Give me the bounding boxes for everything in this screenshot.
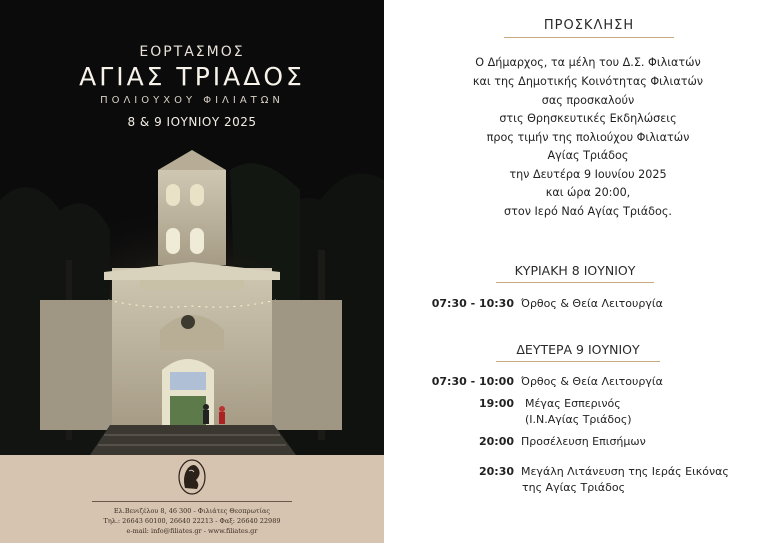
event-time: 20:30 [478,465,514,478]
event-activity: Μεγάλη Λιτάνευση της Ιεράς Εικόνας [521,465,729,478]
day1-heading-underline [496,282,654,283]
invitation-line: στον Ιερό Ναό Αγίας Τριάδος. [504,205,672,218]
poster-dates: 8 & 9 ΙΟΥΝΙΟΥ 2025 [127,115,257,129]
invitation-line: Αγίας Τριάδος [547,149,629,162]
day1-heading: ΚΥΡΙΑΚΗ 8 ΙΟΥΝΙΟΥ [514,263,636,278]
day2-heading: ΔΕΥΤΕΡΑ 9 ΙΟΥΝΙΟΥ [516,342,640,357]
invitation-line: σας προσκαλούν [541,94,635,107]
invitation-line: στις Θρησκευτικές Εκδηλώσεις [499,112,677,125]
poster-subtitle: ΠΟΛΙΟΥΧΟΥ ΦΙΛΙΑΤΩΝ [100,95,284,106]
poster-title-small: ΕΟΡΤΑΣΜΟΣ [139,44,245,60]
footer-phone: Τηλ.: 26643 60100, 26640 22213 - Φαξ: 26640 22989 [103,517,281,525]
invitation-line: την Δευτέρα 9 Ιουνίου 2025 [509,168,667,181]
poster-title-main: ΑΓΙΑΣ ΤΡΙΑΔΟΣ [79,62,305,91]
invitation-title: ΠΡΟΣΚΛΗΣΗ [543,18,635,33]
invitation-panel [384,0,768,543]
footer-contact: e-mail: info@filiates.gr - www.filiates.gr [126,527,258,535]
poster-footer [0,455,384,543]
event-activity: Όρθος & Θεία Λειτουργία [521,297,663,310]
invitation-title-underline [504,37,674,38]
event-time: 20:00 [478,435,514,448]
event-activity-detail: (Ι.Ν.Αγίας Τριάδος) [525,413,632,426]
event-activity: Όρθος & Θεία Λειτουργία [521,375,663,388]
footer-address: Ελ.Βενιζέλου 8, 46 300 - Φιλιάτες Θεσπρωτίας [113,507,271,515]
invitation-line: και της Δημοτικής Κοινότητας Φιλιατών [472,75,704,88]
event-activity: Μέγας Εσπερινός [525,397,621,410]
footer-divider [92,501,292,502]
municipality-logo [176,458,208,496]
event-activity-detail: της Αγίας Τριάδος [522,481,626,494]
event-time: 07:30 - 10:30 [431,297,514,310]
event-time: 19:00 [478,397,514,410]
event-time: 07:30 - 10:00 [431,375,514,388]
invitation-line: προς τιμήν της πολιούχου Φιλιατών [486,131,690,144]
invitation-line: και ώρα 20:00, [545,186,631,199]
invitation-line: Ο Δήμαρχος, τα μέλη του Δ.Σ. Φιλιατών [475,56,701,69]
day2-heading-underline [496,361,660,362]
event-activity: Προσέλευση Επισήμων [521,435,646,448]
